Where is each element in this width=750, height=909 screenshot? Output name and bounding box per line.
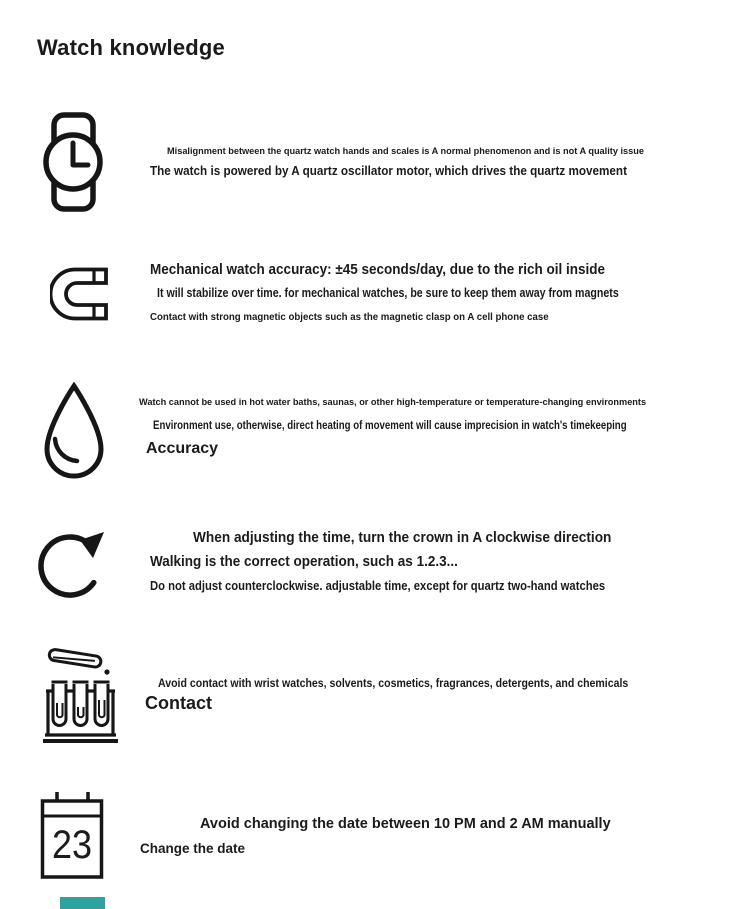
chemicals-warning-text: Avoid contact with wrist watches, solvents, cosmetics, fragrances, detergents, and chemicals [158, 676, 629, 690]
date-change-warning-text: Avoid changing the date between 10 PM and 2 AM manually [200, 816, 611, 832]
water-drop-icon [41, 382, 107, 482]
hot-water-warning-note: Watch cannot be used in hot water baths, saunas, or other high-temperature or temperature-changing environments [139, 397, 647, 407]
test-tubes-icon [43, 645, 118, 745]
teal-partial-button[interactable] [60, 897, 105, 909]
mechanical-accuracy-text: Mechanical watch accuracy: ±45 seconds/day, due to the rich oil inside [150, 261, 606, 278]
magnet-contact-note: Contact with strong magnetic objects such as the magnetic clasp on A cell phone case [150, 311, 549, 323]
clockwise-crown-text: When adjusting the time, turn the crown in A clockwise direction [193, 529, 612, 546]
counterclockwise-warning-note: Do not adjust counterclockwise. adjustable time, except for quartz two-hand watches [150, 579, 606, 593]
magnet-warning-text: It will stabilize over time. for mechanical watches, be sure to keep them away from magnets [157, 286, 619, 300]
change-date-heading: Change the date [140, 841, 246, 856]
magnet-icon [50, 266, 108, 322]
quartz-movement-text: The watch is powered by A quartz oscillator motor, which drives the quartz movement [150, 163, 627, 178]
calendar-day-number: 23 [52, 823, 93, 867]
accuracy-heading: Accuracy [146, 440, 219, 457]
contact-heading: Contact [145, 693, 212, 713]
clockwise-rotation-icon [38, 524, 108, 608]
page-title: Watch knowledge [37, 35, 225, 60]
quartz-misalignment-note: Misalignment between the quartz watch hands and scales is A normal phenomenon and is not A quality issue [167, 146, 644, 156]
walking-operation-text: Walking is the correct operation, such as 1.2.3... [150, 553, 458, 570]
wristwatch-icon [42, 112, 105, 212]
heat-imprecision-text: Environment use, otherwise, direct heating of movement will cause imprecision in watch's timekeeping [153, 420, 627, 432]
